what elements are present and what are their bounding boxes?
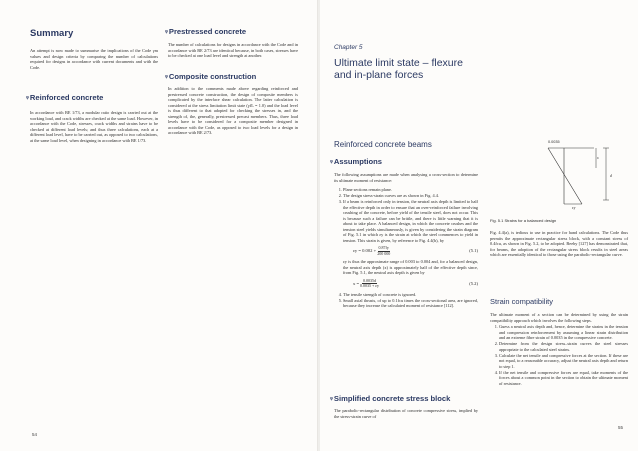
assumptions-heading	[330, 157, 382, 166]
rc-beams-heading: Reinforced concrete beams	[334, 140, 432, 149]
assumption-item	[343, 199, 478, 289]
assumption-item: 4. The tensile strength of concrete is ignored.	[343, 292, 478, 298]
fig-d-label: d	[610, 174, 612, 178]
fig-x-label: x	[597, 156, 599, 160]
eq1-number: (5.1)	[469, 248, 478, 254]
strain-step: 2. Determine from the design stress–strain curves the steel stresses appropriate to the calculated steel strains.	[499, 341, 628, 352]
strain-step: 4. If the net tensile and compressive forces are equal, take moments of the forces about a common point in the section to obtain the ultimate moment of resistance.	[499, 370, 628, 387]
chapter-title-line-2: and in-plane forces	[334, 69, 424, 81]
assumption-item: 1. Plane sections remain plane.	[343, 187, 478, 193]
eq2-number: (5.2)	[469, 281, 478, 287]
summary-text: An attempt is now made to summarise the implications of the Code γm values and design criteria by comparing the number of calculations required for designs in accordance with current documents and with the Code.	[30, 48, 158, 70]
eq1-denominator: 200 000	[377, 250, 391, 256]
assumption-item: 5. Small axial thrusts, of up to 0.1fcu times the cross-sectional area, are ignored, because they increase the calculated moment of resistance [112].	[343, 298, 478, 309]
prestressed-heading	[165, 27, 246, 36]
strain-body	[490, 312, 628, 387]
fig-top-label: 0.0035	[548, 140, 560, 144]
reinforced-heading-text: Reinforced concrete	[29, 93, 104, 102]
chapter-label: Chapter 5	[334, 44, 363, 51]
equation-5-2	[343, 279, 478, 289]
chapter-title-line-1: Ultimate limit state – flexure	[334, 57, 463, 69]
figure-caption: Fig. 5.1 Strains for a balanced design	[490, 218, 557, 223]
eq1-lhs: εy = 0.002 +	[353, 248, 377, 254]
eq2-fraction	[360, 279, 379, 289]
eq1-numerator: 0.87fy	[378, 245, 389, 250]
reinforced-heading	[26, 93, 103, 102]
strain-step: 3. Calculate the net tensile and compressive forces at the section. If these are not equal, to a reasonable accuracy, adjust the neutral axis depth and return to step 1.	[499, 353, 628, 370]
after-eq1-text: εy is thus the approximate range of 0.003 to 0.004 and, for a balanced design, the neutral axis depth (x) is approximately half of the effective depth since, from Fig. 5.1, the neutral axis depth is given by	[343, 259, 478, 276]
stress-block-heading-text: Simplified concrete stress block	[333, 394, 451, 403]
figure-text: Fig. 4.4(a), is tedious to use in practice for hand calculations. The Code thus permits the approximate rectangular stress block, with a constant stress of 0.4fcu, as shown in Fig. 5.2, to be adopted. Beeby [127] has demonstrated that, for beams, the adoption of the rectangular stress block results in steel areas which are essentially identical to those using the parabolic-rectangular curve.	[490, 230, 628, 257]
eq2-numerator: 0.0035d	[363, 277, 377, 283]
strain-diagram	[490, 140, 630, 210]
prestressed-text: The number of calculations for designs in accordance with the Code and in accordance with BE 2/73 are identical because, in both cases, stresses have to be checked at one load level and strength at another.	[168, 42, 298, 58]
right-page	[320, 0, 638, 451]
section-marker-icon: ᵠ	[330, 397, 333, 403]
section-marker-icon: ᵠ	[26, 96, 29, 102]
strain-step: 1. Guess a neutral axis depth and, hence, determine the strains in the tension and compression reinforcement by assuming a linear strain distribution and an extreme fibre strain of 0.0035 in the compressive concrete.	[499, 324, 628, 341]
equation-5-1	[343, 246, 478, 256]
section-marker-icon: ᵠ	[165, 75, 168, 81]
assumptions-body	[334, 172, 478, 309]
eq1-fraction	[377, 246, 390, 256]
strain-line	[548, 148, 582, 204]
strain-heading: Strain compatibility	[490, 297, 553, 306]
composite-heading-text: Composite construction	[168, 72, 257, 81]
eq2-lhs: x =	[353, 280, 360, 286]
section-marker-icon: ᵠ	[330, 160, 333, 166]
composite-heading	[165, 72, 256, 81]
eq2-denominator: 0.0035 + εy	[360, 283, 379, 289]
assumption-item-3-text: If a beam is reinforced only in tension, the neutral axis depth is limited to half the effective depth in order to ensure that an over-reinforced failure involving crushing of the concrete, before yield of the tensile steel, does not occur. This is because such a failure can be brittle, and there is little warning that it is about to take place. A balanced design, in which the concrete crushes and the tension steel yields simultaneously, is given by considering the strain diagram of Fig. 5.1 in which εy is the strain at which the steel commences to yield in tension. This strain is given, by reference to Fig. 4.4(b), by	[343, 199, 478, 243]
assumptions-intro: The following assumptions are made when analysing a cross-section to determine its ultimate moment of resistance:	[334, 172, 478, 183]
composite-text: In addition to the comments made above regarding reinforced and prestressed concrete construction, the design of composite members is complicated by the interface shear calculation. The latter calculation is considered at the stress limitation limit state (γfL = 1.0) and the load level is thus different to that adopted for checking the stresses in, and the strength of, the, generally, prestressed precast members. Thus, three load levels have to be considered for a composite member designed in accordance with the Code, as opposed to two load levels for a design in accordance with BE 2/73.	[168, 86, 298, 135]
strain-text: The ultimate moment of a section can be determined by using the strain compatibility approach which involves the following steps.	[490, 312, 628, 323]
stress-block-text: The parabolic-rectangular distribution of concrete compressive stress, implied by the stress-strain curve of	[334, 408, 478, 419]
reinforced-text: In accordance with BE 1/73, a modular ratio design is carried out at the working load, and crack widths are checked at the same load. However, in accordance with the Code, stresses, crack widths and strains have to be checked at different load levels; and thus three calculations, each at a different load level, have to be carried out, as opposed to two calculations, at the same load level, when designing in accordance with BE 1/73.	[30, 110, 158, 143]
prestressed-heading-text: Prestressed concrete	[168, 27, 247, 36]
left-page	[0, 0, 318, 451]
strain-steps	[490, 324, 628, 386]
page-number: 55	[618, 425, 624, 430]
page-number: 54	[32, 432, 38, 437]
summary-heading: Summary	[30, 28, 74, 39]
assumptions-list	[334, 187, 478, 309]
chapter-title	[334, 57, 463, 81]
section-marker-icon: ᵠ	[165, 30, 168, 36]
fig-bottom-label: εy	[572, 206, 576, 210]
figure-5-1	[490, 140, 630, 216]
assumption-item: 2. The design stress-strain curves are as shown in Fig. 4.4.	[343, 193, 478, 199]
assumptions-heading-text: Assumptions	[333, 157, 382, 166]
stress-block-heading	[330, 394, 450, 403]
